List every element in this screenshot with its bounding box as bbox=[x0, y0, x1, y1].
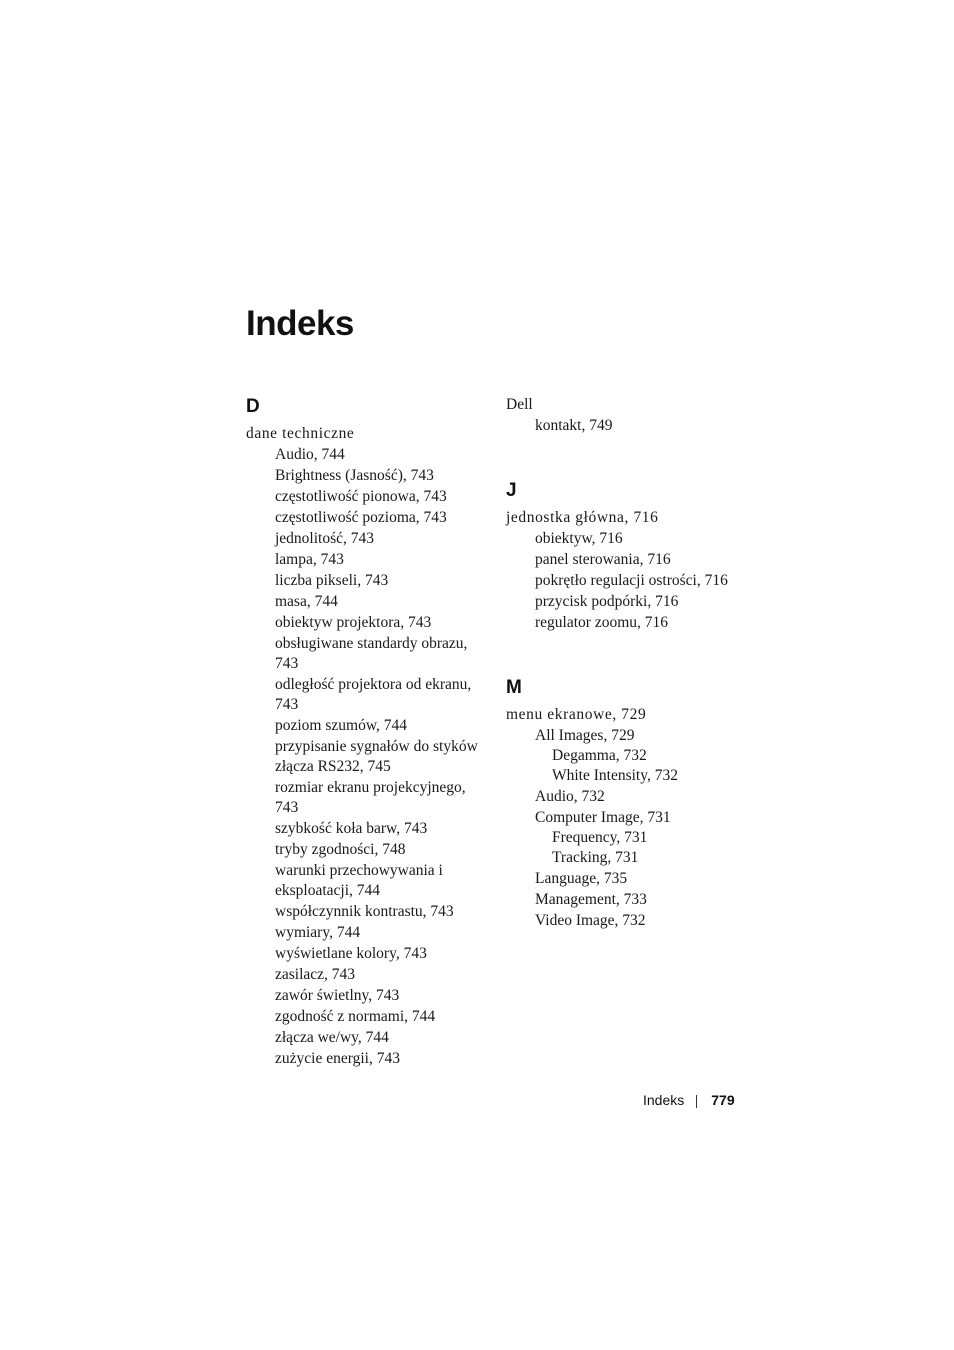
index-entry-sub: zasilacz, 743 bbox=[275, 966, 356, 983]
index-section-m bbox=[506, 705, 756, 931]
page-title: Indeks bbox=[246, 304, 354, 343]
index-entry-sub: Language, 735 bbox=[535, 870, 628, 887]
index-entry-sub: masa, 744 bbox=[275, 593, 338, 610]
index-entry-sub: Audio, 744 bbox=[275, 446, 345, 463]
index-section-d bbox=[246, 424, 486, 1069]
index-entry-sub: odległość projektora od ekranu, 743 bbox=[275, 676, 472, 713]
index-entry-sub: częstotliwość pozioma, 743 bbox=[275, 509, 447, 526]
page-number: 779 bbox=[711, 1092, 735, 1108]
index-entry-sub: Brightness (Jasność), 743 bbox=[275, 467, 434, 484]
index-entry-subsub: Tracking, 731 bbox=[552, 849, 639, 866]
index-entry-subsub: Frequency, 731 bbox=[552, 829, 648, 846]
index-entry-sub: regulator zoomu, 716 bbox=[535, 614, 669, 631]
index-entry-sub: jednolitość, 743 bbox=[275, 530, 375, 547]
index-entry-sub: panel sterowania, 716 bbox=[535, 551, 671, 568]
index-entry-sub: Audio, 732 bbox=[535, 788, 605, 805]
index-entry-sub: lampa, 743 bbox=[275, 551, 344, 568]
section-letter-d: D bbox=[246, 396, 260, 417]
footer-label: Indeks bbox=[643, 1092, 685, 1108]
index-entry-sub: All Images, 729 bbox=[535, 727, 635, 744]
index-continuation-dell bbox=[506, 395, 756, 436]
footer-divider bbox=[696, 1095, 697, 1108]
index-entry-sub: Management, 733 bbox=[535, 891, 647, 908]
index-column-right bbox=[506, 394, 756, 931]
index-entry-sub: rozmiar ekranu projekcyjnego, 743 bbox=[275, 779, 466, 816]
page-footer bbox=[643, 1090, 735, 1110]
index-entry-sub: obiektyw, 716 bbox=[535, 530, 623, 547]
index-entry-sub: liczba pikseli, 743 bbox=[275, 572, 389, 589]
index-entry-sub: wymiary, 744 bbox=[275, 924, 361, 941]
index-entry-sub: współczynnik kontrastu, 743 bbox=[275, 903, 454, 920]
index-entry-sub: przypisanie sygnałów do styków złącza RS232, 745 bbox=[275, 738, 478, 775]
index-entry-sub: poziom szumów, 744 bbox=[275, 717, 408, 734]
index-entry-sub: złącza we/wy, 744 bbox=[275, 1029, 389, 1046]
index-entry-sub: Video Image, 732 bbox=[535, 912, 646, 929]
index-entry-sub: pokrętło regulacji ostrości, 716 bbox=[535, 572, 728, 589]
index-column-left bbox=[246, 394, 486, 1069]
index-entry-sub: kontakt, 749 bbox=[535, 417, 613, 434]
index-entry-sub: obiektyw projektora, 743 bbox=[275, 614, 432, 631]
index-entry-sub: warunki przechowywania i eksploatacji, 744 bbox=[275, 862, 443, 899]
index-entry-subsub: White Intensity, 732 bbox=[552, 767, 678, 784]
index-entry-main: Dell bbox=[506, 396, 533, 413]
index-entry-sub: Computer Image, 731 bbox=[535, 809, 671, 826]
index-entry-subsub: Degamma, 732 bbox=[552, 747, 647, 764]
index-section-j bbox=[506, 508, 756, 633]
index-entry-sub: zgodność z normami, 744 bbox=[275, 1008, 436, 1025]
index-entry-sub: tryby zgodności, 748 bbox=[275, 841, 406, 858]
index-entry-sub: obsługiwane standardy obrazu, 743 bbox=[275, 635, 468, 672]
index-entry-sub: częstotliwość pionowa, 743 bbox=[275, 488, 447, 505]
index-entry-main: dane techniczne bbox=[246, 425, 355, 442]
index-entry-sub: wyświetlane kolory, 743 bbox=[275, 945, 427, 962]
section-letter-j: J bbox=[506, 480, 517, 501]
index-entry-sub: zawór świetlny, 743 bbox=[275, 987, 400, 1004]
index-entry-sub: przycisk podpórki, 716 bbox=[535, 593, 679, 610]
section-letter-m: M bbox=[506, 677, 522, 698]
index-entry-main: jednostka główna, 716 bbox=[506, 509, 659, 526]
index-entry-sub: szybkość koła barw, 743 bbox=[275, 820, 428, 837]
index-entry-sub: zużycie energii, 743 bbox=[275, 1050, 400, 1067]
index-entry-main: menu ekranowe, 729 bbox=[506, 706, 647, 723]
